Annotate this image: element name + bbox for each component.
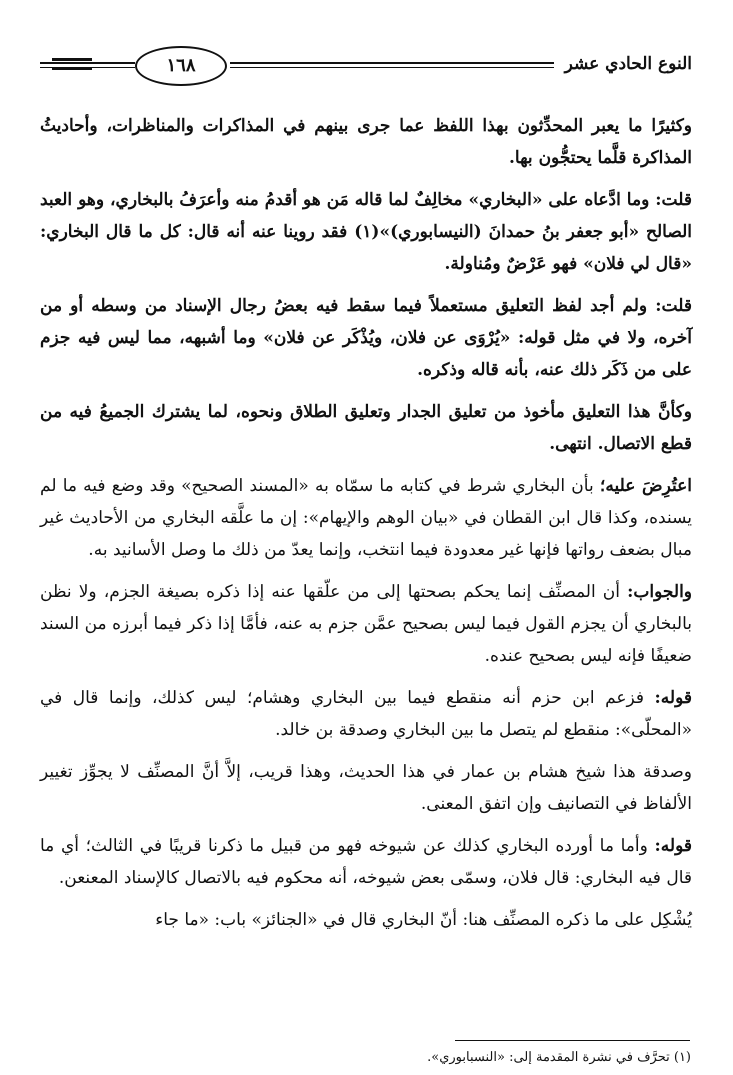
paragraph-text: وأما ما أورده البخاري كذلك عن شيوخه فهو من قبيل ما ذكرنا قريبًا في الثالث؛ أي ما قال فيه البخاري: قال فلان، وسمّى بعض شيوخه، أنه محكوم فيه بالاتصال كالإسناد المعنعن. <box>40 836 692 888</box>
paragraph <box>40 396 692 460</box>
paragraph-text: قلت: ولم أجد لفظ التعليق مستعملاً فيما سقط فيه بعضُ رجال الإسناد من وسطه أو من آخره، ولا في مثل قوله: «يُرْوَى عن فلان، ويُذْكَر عن فلان» وما أشبهه، مما ليس فيه جزم على من ذَكَر ذلك عنه، بأنه قاله وذكره. <box>40 296 692 380</box>
chapter-title: النوع الحادي عشر <box>564 54 692 74</box>
paragraph <box>40 290 692 386</box>
paragraph-text: قلت: وما ادَّعاه على «البخاري» مخالِفٌ لما قاله مَن هو أقدمُ منه وأعرَفُ بالبخاري، وهو العبد الصالح «أبو جعفر بنُ حمدانَ (النيسابوري)»(١) فقد روينا عنه أنه قال: كل ما قال البخاري: «قال لي فلان» فهو عَرْضٌ ومُناولة. <box>40 190 692 274</box>
paragraph-text: فزعم ابن حزم أنه منقطع فيما بين البخاري وهشام؛ ليس كذلك، وإنما قال في «المحلّى»: منقطع لم يتصل ما بين البخاري وصدقة بن خالد. <box>40 688 692 740</box>
paragraph <box>40 682 692 746</box>
paragraph <box>40 576 692 672</box>
paragraph-lead: اعتُرِضَ عليه؛ <box>599 476 692 496</box>
page-number: ١٦٨ <box>135 46 227 86</box>
paragraph <box>40 756 692 820</box>
paragraph <box>40 184 692 280</box>
header-rule <box>230 67 554 68</box>
paragraph-text: أن المصنِّف إنما يحكم بصحتها إلى من علّقها عنه إذا ذكره بصيغة الجزم، ولا نظن بالبخاري أن يجزم القول فيما ليس بصحيح عمَّن جزم به عنه، فأمَّا إذا ذكر فيما أبرزه من السند ضعيفًا فإنه ليس بصحيح عنده. <box>40 582 692 666</box>
paragraph-text: يُشْكِل على ما ذكره المصنِّف هنا: أنّ البخاري قال في «الجنائز» باب: «ما جاء <box>155 910 692 930</box>
page-header <box>40 40 692 100</box>
paragraph <box>40 110 692 174</box>
paragraph <box>40 830 692 894</box>
paragraph-text: وصدقة هذا شيخ هشام بن عمار في هذا الحديث، وهذا قريب، إلاَّ أنَّ المصنِّف لا يجوِّز تغيير الألفاظ في التصانيف وإن اتفق المعنى. <box>40 762 692 814</box>
paragraph-lead: قوله: <box>654 688 692 708</box>
footnote: (١) تحرَّف في نشرة المقدمة إلى: «النسبابوري». <box>427 1050 691 1065</box>
header-ornament <box>52 58 92 70</box>
paragraph <box>40 904 692 936</box>
footnote-separator <box>455 1040 690 1041</box>
paragraph-lead: قوله: <box>654 836 692 856</box>
paragraph-text: وكأنَّ هذا التعليق مأخوذ من تعليق الجدار وتعليق الطلاق ونحوه، لما يشترك الجميعُ فيه من قطع الاتصال. انتهى. <box>40 402 692 454</box>
paragraph <box>40 470 692 566</box>
paragraph-text: بأن البخاري شرط في كتابه ما سمّاه به «المسند الصحيح» وقد وضع فيه ما لم يسنده، وكذا قال ابن القطان في «بيان الوهم والإيهام»: إن ما علَّقه البخاري من الأحاديث غير مبال بضعف رواتها فإنها غير معدودة فيما انتخب، وإنما يعدّ من ذلك ما وصل الأسانيد به. <box>40 476 692 560</box>
header-rule <box>230 62 554 64</box>
page-body <box>40 110 692 946</box>
paragraph-text: وكثيرًا ما يعبر المحدِّثون بهذا اللفظ عما جرى بينهم في المذاكرات والمناظرات، وأحاديثُ المذاكرة قلَّما يحتجُّون بها. <box>40 116 692 168</box>
paragraph-lead: والجواب: <box>627 582 692 602</box>
